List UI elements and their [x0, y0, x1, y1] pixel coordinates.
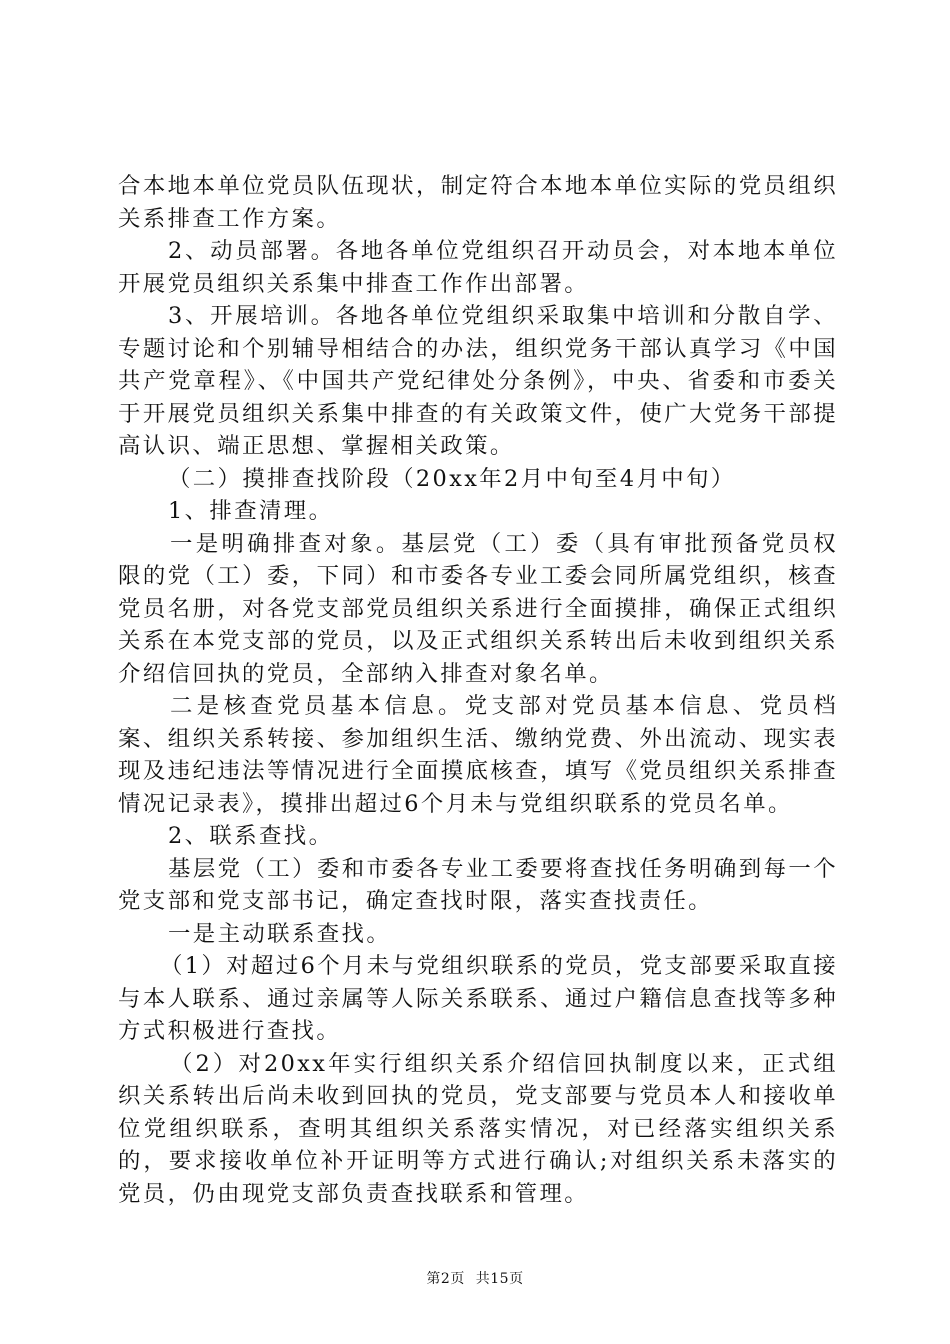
total-pages: 15 [490, 1271, 510, 1287]
total-suffix: 页 [509, 1271, 524, 1287]
paragraph-training: 3、开展培训。各地各单位党组织采取集中培训和分散自学、专题讨论和个别辅导相结合的办法，组织党务干部认真学习《中国共产党章程》、《中国共产党纪律处分条例》，中央、省委和市委关于开展党员组织关系集中排查的有关政策文件，使广大党务干部提高认识、端正思想、掌握相关政策。 [118, 303, 838, 459]
subheading-investigation: 1、排查清理。 [168, 498, 334, 524]
section-heading-stage-two: （二）摸排查找阶段（20xx年2月中旬至4月中旬） [168, 465, 736, 492]
paragraph-target-definition: 一是明确排查对象。基层党（工）委（具有审批预备党员权限的党（工）委，下同）和市委各专业工委会同所属党组织，核查党员名册，对各党支部党员组织关系进行全面摸排，确保正式组织关系在本党支部的党员，以及正式组织关系转出后未收到组织关系介绍信回执的党员，全部纳入排查对象名单。 [118, 530, 838, 687]
total-pages-indicator [473, 1271, 527, 1287]
paragraph-active-contact: 一是主动联系查找。 [168, 920, 392, 947]
total-prefix: 共 [475, 1271, 491, 1287]
paragraph-info-verification: 二是核查党员基本信息。党支部对党员基本信息、党员档案、组织关系转接、参加组织生活、缴纳党费、外出流动、现实表现及违纪违法等情况进行全面摸底核查，填写《党员组织关系排查情况记录表》，摸排出超过6个月未与党组织联系的党员名单。 [118, 693, 838, 817]
paragraph-mobilization: 2、动员部署。各地各单位党组织召开动员会，对本地本单位开展党员组织关系集中排查工作作出部署。 [118, 238, 838, 297]
page-number: 2 [440, 1271, 451, 1287]
page-footer [0, 1268, 950, 1288]
paragraph-item-one: （1）对超过6个月未与党组织联系的党员，党支部要采取直接与本人联系、通过亲属等人际关系联系、通过户籍信息查找等多种方式积极进行查找。 [118, 953, 838, 1044]
page-suffix: 页 [450, 1271, 465, 1287]
paragraph-item-two: （2）对20xx年实行组织关系介绍信回执制度以来，正式组织关系转出后尚未收到回执的党员，党支部要与党员本人和接收单位党组织联系，查明其组织关系落实情况，对已经落实组织关系的，要求接收单位补开证明等方式进行确认;对组织关系未落实的党员，仍由现党支部负责查找联系和管理。 [118, 1050, 838, 1207]
page-indicator [423, 1271, 467, 1287]
document-body [118, 170, 838, 1210]
subheading-contact-search: 2、联系查找。 [168, 823, 334, 849]
paragraph-continuation: 合本地本单位党员队伍现状，制定符合本地本单位实际的党员组织关系排查工作方案。 [118, 173, 838, 232]
paragraph-search-responsibility: 基层党（工）委和市委各专业工委要将查找任务明确到每一个党支部和党支部书记，确定查找时限，落实查找责任。 [118, 855, 838, 914]
page-prefix: 第 [426, 1271, 441, 1287]
